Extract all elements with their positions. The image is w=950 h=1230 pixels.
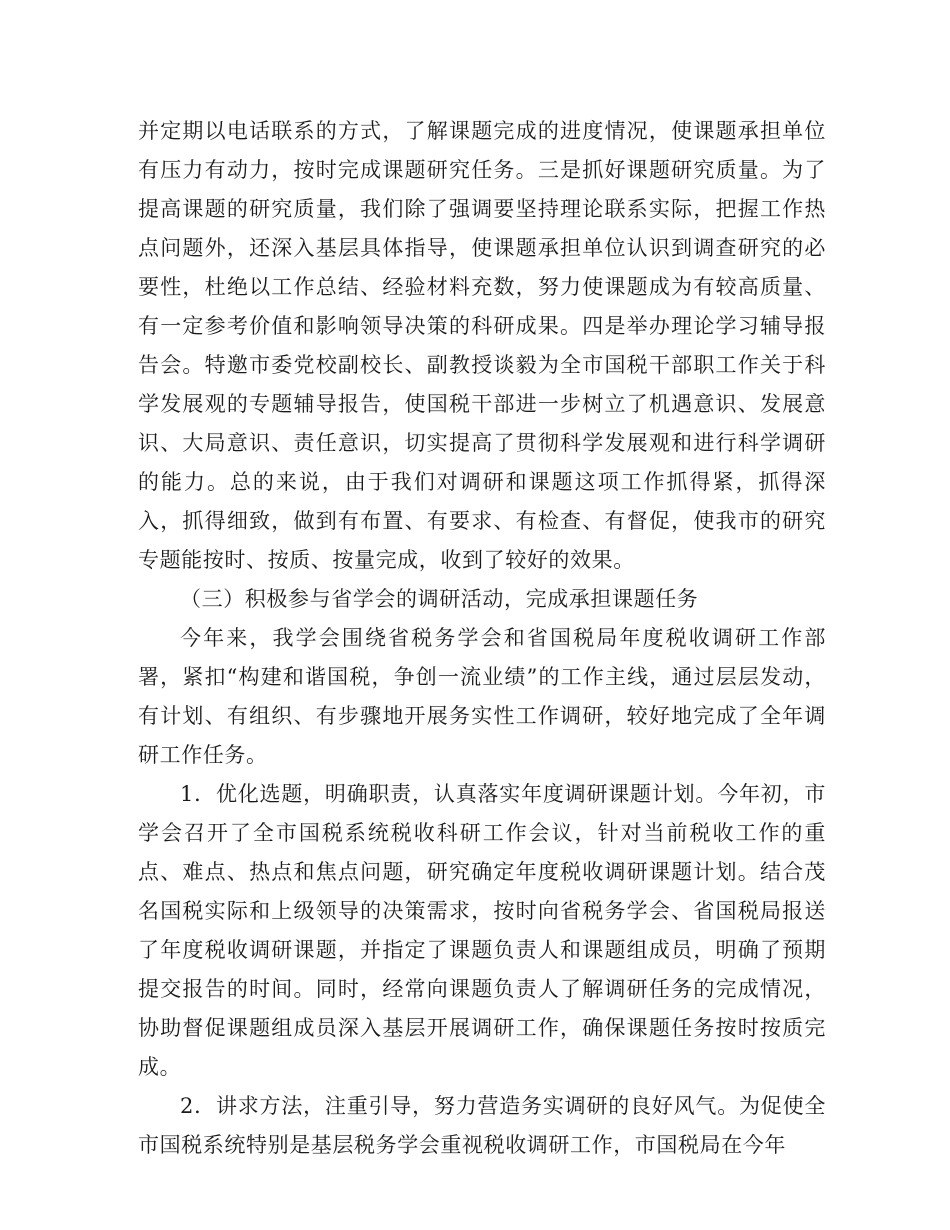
- paragraph-intro: 今年来，我学会围绕省税务学会和省国税局年度税收调研工作部署，紧扣“构建和谐国税，争创一流业绩”的工作主线，通过层层发动，有计划、有组织、有步骤地开展务实性工作调研，较好地完成了全年调研工作任务。: [138, 626, 826, 767]
- paragraph-continuation: 并定期以电话联系的方式，了解课题完成的进度情况，使课题承担单位有压力有动力，按时完成课题研究任务。三是抓好课题研究质量。为了提高课题的研究质量，我们除了强调要坚持理论联系实际，把握工作热点问题外，还深入基层具体指导，使课题承担单位认识到调查研究的必要性，杜绝以工作总结、经验材料充数，努力使课题成为有较高质量、有一定参考价值和影响领导决策的科研成果。四是举办理论学习辅导报告会。特邀市委党校副校长、副教授谈毅为全市国税干部职工作关于科学发展观的专题辅导报告，使国税干部进一步树立了机遇意识、发展意识、大局意识、责任意识，切实提高了贯彻科学发展观和进行科学调研的能力。总的来说，由于我们对调研和课题这项工作抓得紧，抓得深入，抓得细致，做到有布置、有要求、有检查、有督促，使我市的研究专题能按时、按质、按量完成，收到了较好的效果。: [138, 119, 826, 572]
- paragraph-item-2: 2．讲求方法，注重引导，努力营造务实调研的良好风气。为促使全市国税系统特别是基层税务学会重视税收调研工作，市国税局在今年: [138, 1094, 826, 1157]
- section-heading: （三）积极参与省学会的调研活动，完成承担课题任务: [180, 587, 699, 611]
- paragraph-item-1: 1．优化选题，明确职责，认真落实年度调研课题计划。今年初，市学会召开了全市国税系统税收科研工作会议，针对当前税收工作的重点、难点、热点和焦点问题，研究确定年度税收调研课题计划。结合茂名国税实际和上级领导的决策需求，按时向省税务学会、省国税局报送了年度税收调研课题，并指定了课题负责人和课题组成员，明确了预期提交报告的时间。同时，经常向课题负责人了解调研任务的完成情况，协助督促课题组成员深入基层开展调研工作，确保课题任务按时按质完成。: [138, 782, 826, 1079]
- document-body: [138, 112, 826, 1165]
